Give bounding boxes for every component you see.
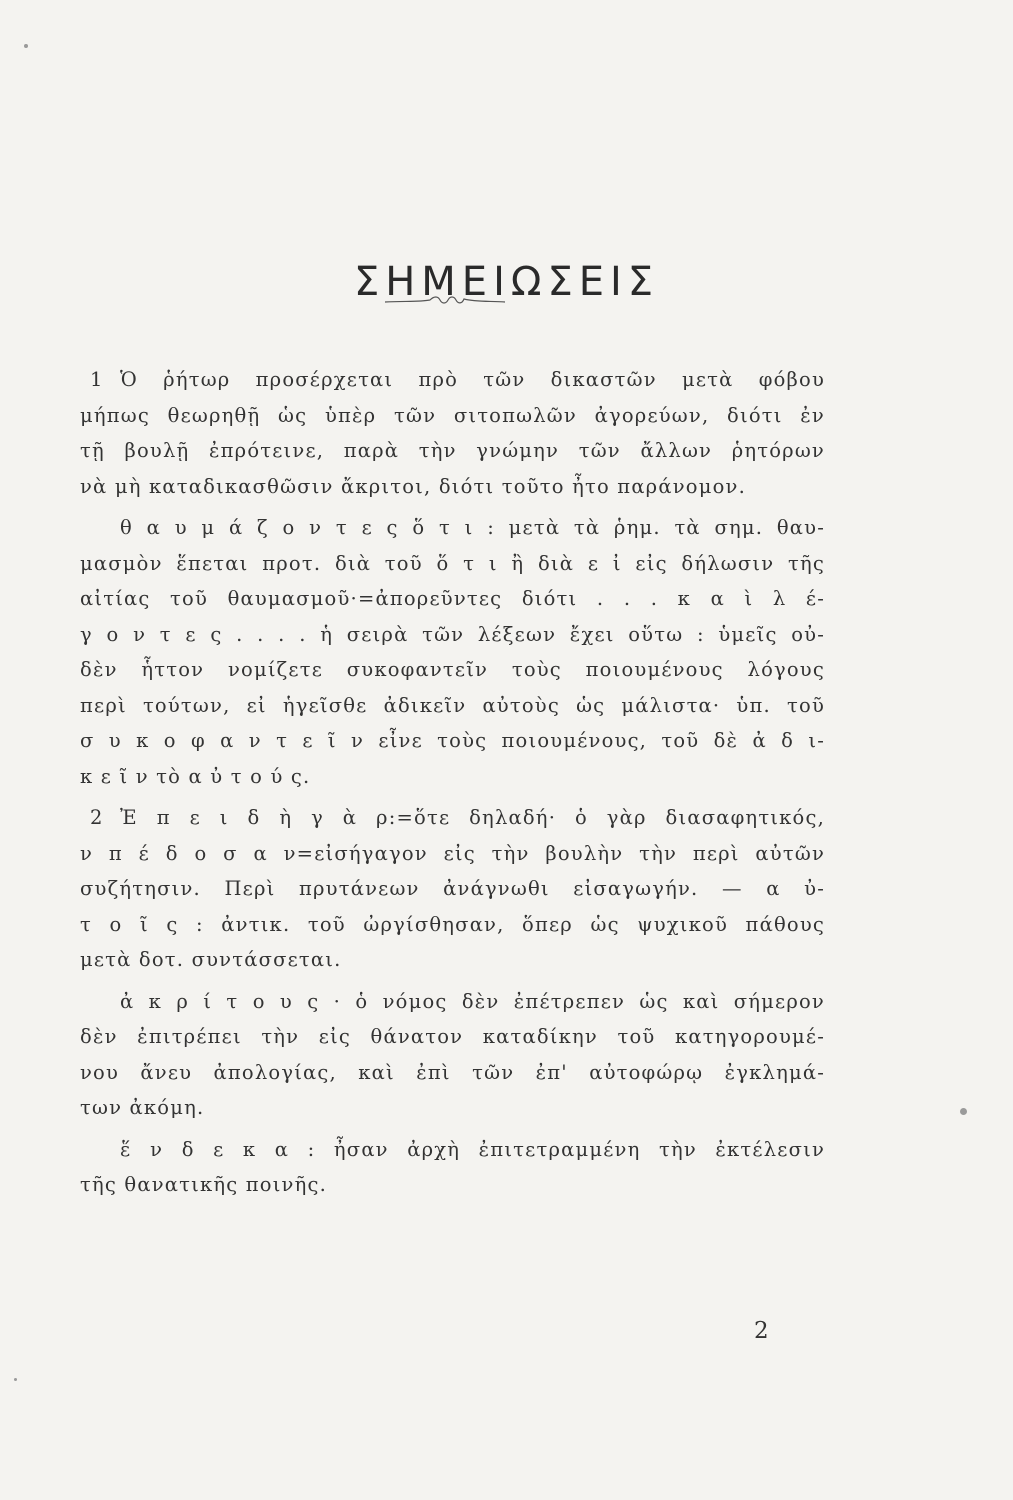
note-line: ἕ ν δ ε κ α : ἦσαν ἀρχὴ ἐπιτετραμμένη τὴν ἐκτέλεσιν (120, 1137, 825, 1161)
note-1-thaumazontes (80, 510, 825, 794)
speck-mark (24, 44, 28, 48)
note-2-akritous (80, 984, 825, 1126)
note-number: 1 (90, 368, 104, 391)
speck-mark (960, 1108, 967, 1115)
note-line: μασμὸν ἕπεται προτ. διὰ τοῦ ὅ τ ι ἢ διὰ ε ἰ εἰς δήλωσιν τῆς (80, 551, 825, 575)
note-line: Ἐ π ε ι δ ὴ γ ὰ ρ:=ὅτε δηλαδή· ὁ γὰρ διασαφητικός, (120, 806, 825, 829)
page-number: 2 (754, 1318, 769, 1344)
note-line: γ ο ν τ ε ς . . . . ἡ σειρὰ τῶν λέξεων ἔχει οὕτω : ὑμεῖς οὐ- (80, 622, 825, 646)
note-line: κ ε ῖ ν τὸ α ὐ τ ο ύ ς. (80, 764, 311, 788)
notes-body (80, 362, 825, 1203)
note-line: περὶ τούτων, εἰ ἡγεῖσθε ἀδικεῖν αὐτοὺς ὡς μάλιστα· ὑπ. τοῦ (80, 693, 825, 717)
note-line: τῆς θανατικῆς ποινῆς. (80, 1173, 328, 1196)
note-line: ν π έ δ ο σ α ν=εἰσήγαγον εἰς τὴν βουλὴν τὴν περὶ αὐτῶν (80, 841, 825, 865)
note-line: των ἀκόμη. (80, 1096, 205, 1119)
note-2-endeka (80, 1132, 825, 1203)
note-2 (80, 800, 825, 978)
note-line: δὲν ἧττον νομίζετε συκοφαντεῖν τοὺς ποιουμένους λόγους (80, 658, 825, 681)
note-line: μετὰ δοτ. συντάσσεται. (80, 948, 342, 971)
note-line: μήπως θεωρηθῇ ὡς ὑπὲρ τῶν σιτοπωλῶν ἀγορεύων, διότι ἐν (80, 403, 825, 427)
note-line: τῇ βουλῇ ἐπρότεινε, παρὰ τὴν γνώμην τῶν ἄλλων ῥητόρων (80, 439, 825, 462)
note-line: νου ἄνευ ἀπολογίας, καὶ ἐπὶ τῶν ἐπ' αὐτοφώρῳ ἐγκλημά- (80, 1060, 825, 1084)
ornament-divider (380, 290, 510, 310)
note-number: 2 (90, 806, 104, 829)
note-line: νὰ μὴ καταδικασθῶσιν ἄκριτοι, διότι τοῦτο ἦτο παράνομον. (80, 474, 746, 498)
speck-mark (14, 1378, 17, 1381)
note-line: συζήτησιν. Περὶ πρυτάνεων ἀνάγνωθι εἰσαγωγήν. — α ὐ- (80, 877, 825, 900)
note-line: σ υ κ ο φ α ν τ ε ῖ ν εἶνε τοὺς ποιουμένους, τοῦ δὲ ἀ δ ι- (80, 729, 825, 752)
note-line: τ ο ῖ ς : ἀντικ. τοῦ ὠργίσθησαν, ὅπερ ὡς ψυχικοῦ πάθους (80, 912, 825, 936)
note-line: ἀ κ ρ ί τ ο υ ς · ὁ νόμος δὲν ἐπέτρεπεν ὡς καὶ σήμερον (120, 989, 825, 1013)
note-line: θ α υ μ ά ζ ο ν τ ε ς ὅ τ ι : μετὰ τὰ ῥημ. τὰ σημ. θαυ- (120, 516, 825, 539)
note-line: αἰτίας τοῦ θαυμασμοῦ·=ἀπορεῦντες διότι . . . κ α ὶ λ έ- (80, 587, 825, 610)
note-1 (80, 362, 825, 504)
note-line: δὲν ἐπιτρέπει τὴν εἰς θάνατον καταδίκην τοῦ κατηγορουμέ- (80, 1025, 825, 1048)
page-title: ΣΗΜΕΙΩΣΕΙΣ (353, 258, 660, 305)
note-line: Ὁ ῥήτωρ προσέρχεται πρὸ τῶν δικαστῶν μετὰ φόβου (120, 368, 825, 391)
